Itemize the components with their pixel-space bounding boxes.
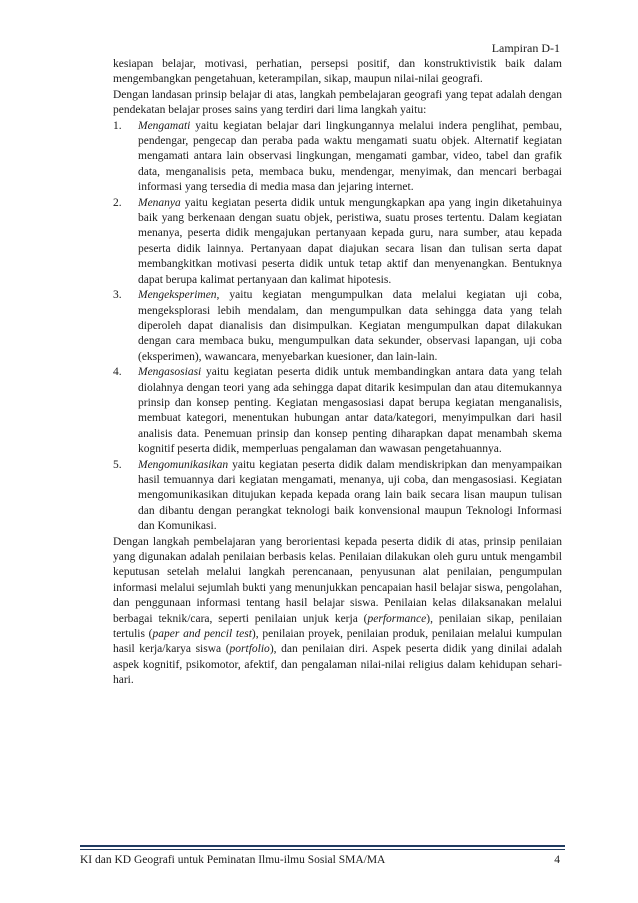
page-number: 4 (554, 854, 560, 866)
step-description: yaitu kegiatan belajar dari lingkungannya melalui indera penglihat, pembau, pendengar, pengecap dan peraba pada waktu mengamati suatu objek. Alternatif kegiatan mengamati antara lain observasi lingkungan, mengamati gambar, video, tabel dan grafik data, menganalisis peta, membaca buku, mendengar, menyimak, dan mencari berbagai informasi yang tersedia di media masa dan jejaring internet. (138, 119, 562, 194)
closing-text: Dengan langkah pembelajaran yang berorientasi kepada peserta didik di atas, prinsip penilaian yang digunakan adalah penilaian berbasis kelas. Penilaian dilakukan oleh guru untuk mengambil keputusan setelah melalui langkah perencanaan, penyusunan alat penilaian, pengumpulan informasi melalui sejumlah bukti yang menunjukkan pencapaian hasil belajar siswa, pengolahan, dan penggunaan informasi tentang hasil belajar siswa. Penilaian kelas dilaksanakan melalui berbagai teknik/cara, seperti penilaian unjuk kerja ( (113, 535, 562, 625)
learning-steps-list (113, 119, 562, 535)
step-term: Mengamati (138, 119, 191, 132)
step-description: yaitu kegiatan mengumpulkan data melalui kegiatan uji coba, mengeksplorasi lebih mendalam, dan mengumpulkan data sehingga data yang telah diperoleh dapat dianalisis dan disimpulkan. Kegiatan mengumpulkan dapat dilakukan dengan cara membaca buku, mengumpulkan data sekunder, observasi lapangan, uji coba (eksperimen), wawancara, menyebarkan kuesioner, dan lain-lain. (138, 289, 562, 363)
list-item (113, 365, 562, 457)
body-text (113, 57, 562, 689)
appendix-label: Lampiran D-1 (491, 41, 560, 55)
step-term: Menanya (138, 196, 181, 209)
step-number: 2. (113, 196, 122, 209)
step-term: Mengomunikasikan (138, 458, 229, 471)
intro-basis: Dengan landasan prinsip belajar di atas, langkah pembelajaran geografi yang tepat adalah dengan pendekatan belajar proses sains yang terdiri dari lima langkah yaitu: (113, 88, 562, 117)
step-number: 4. (113, 366, 122, 379)
closing-text: ), penilaian sikap, penilaian tertulis ( (113, 612, 562, 641)
closing-text: ), dan penilaian diri. Aspek peserta didik yang dinilai adalah aspek kognitif, psikomotor, afektif, dan pengalaman nilai-nilai religius dalam kehidupan sehari-hari. (113, 643, 562, 687)
step-number: 1. (113, 119, 122, 132)
list-item (113, 288, 562, 365)
footer-document-title: KI dan KD Geografi untuk Peminatan Ilmu-ilmu Sosial SMA/MA (80, 854, 386, 866)
closing-term-performance: performance (367, 612, 427, 625)
step-number: 3. (113, 289, 122, 302)
footer-rule-thin (80, 849, 565, 850)
step-description: yaitu kegiatan peserta didik untuk mengungkapkan apa yang ingin diketahuinya baik yang berkenaan dengan suatu objek, peristiwa, suatu proses tertentu. Dalam kegiatan menanya, peserta didik mengajukan pertanyaan kepada guru, nara sumber, atau kepada peserta didik lainnya. Pertanyaan dapat diajukan secara lisan dan tulisan serta dapat membangkitkan motivasi peserta didik untuk tetap aktif dan menyenangkan. Bentuknya dapat berupa kalimat pertanyaan dan kalimat hipotesis. (138, 196, 562, 286)
list-item (113, 458, 562, 535)
step-number: 5. (113, 458, 122, 471)
closing-text: ), penilaian proyek, penilaian produk, penilaian melalui kumpulan hasil kerja/karya siswa ( (113, 628, 562, 656)
step-term: Mengasosiasi (138, 366, 202, 379)
closing-term-paper: paper and pencil test (152, 628, 252, 641)
footer-rule-thick (80, 845, 565, 847)
intro-continuation: kesiapan belajar, motivasi, perhatian, persepsi positif, dan konstruktivistik baik dalam mengembangkan pengetahuan, keterampilan, sikap, maupun nilai-nilai geografi. (113, 58, 562, 86)
list-item (113, 196, 562, 288)
step-description: yaitu kegiatan peserta didik dalam mendiskripkan dan menyampaikan hasil temuannya dari kegiatan mengamati, menanya, uji coba, dan mengasosiasi. Kegiatan mengomunikasikan ditujukan kepada kepada orang lain baik secara lisan maupun tulisan dan dibantu dengan perangkat teknologi baik konvensional maupun Teknologi Informasi dan Komunikasi. (138, 458, 562, 533)
step-term: Mengeksperimen, (138, 289, 220, 302)
closing-term-portfolio: portfolio (229, 643, 270, 656)
list-item (113, 119, 562, 196)
closing-paragraph (113, 535, 562, 689)
step-description: yaitu kegiatan peserta didik untuk membandingkan antara data yang telah diolahnya dengan teori yang ada sehingga dapat ditarik kesimpulan dan atau ditemukannya prinsip dan konsep penting. Kegiatan mengasosiasi dapat berupa kegiatan menganalisis, membuat kategori, menentukan hubungan antar data/kategori, menyimpulkan dari hasil analisis data. Penemuan prinsip dan konsep penting diharapkan dapat menambah skema kognitif peserta didik, memperluas pengalaman dan wawasan pengetahuannya. (138, 366, 562, 456)
